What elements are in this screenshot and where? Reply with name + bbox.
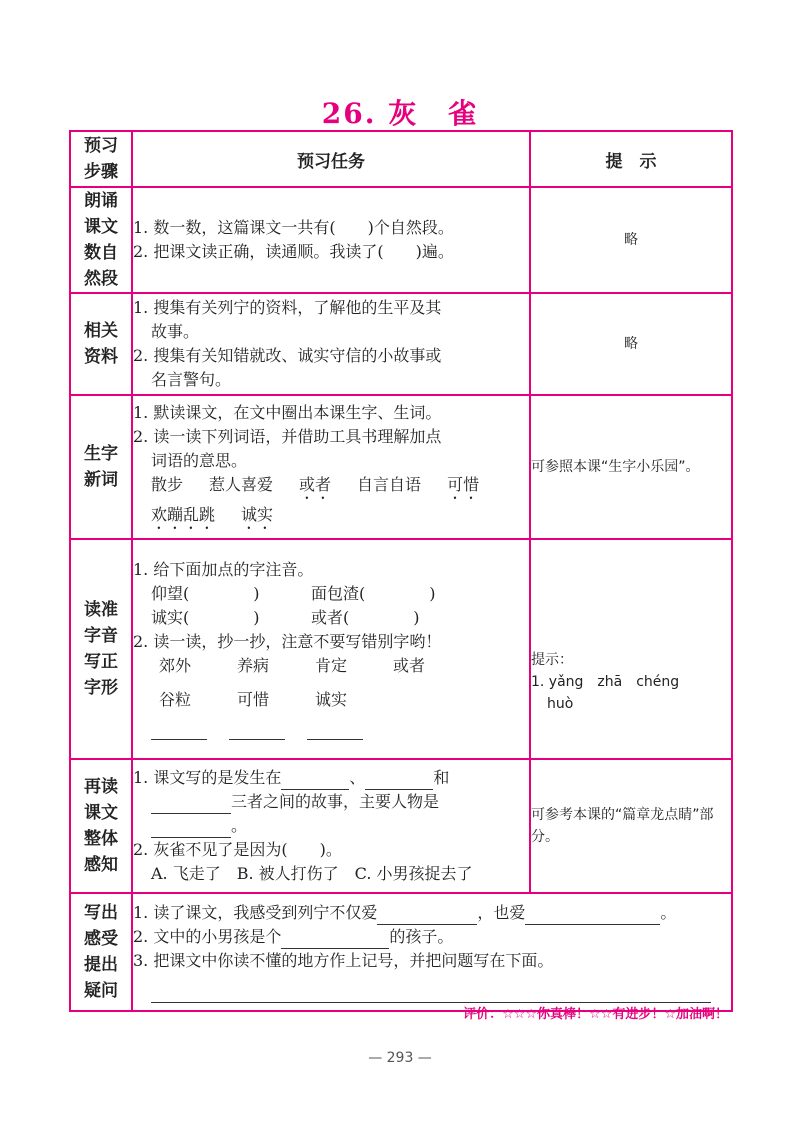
copy-words — [133, 688, 529, 712]
hint-cell: 可参照本课“生字小乐园”。 — [530, 395, 732, 539]
task-cell — [132, 759, 530, 893]
header-task: 预习任务 — [132, 131, 530, 187]
answer-blank[interactable] — [229, 723, 285, 740]
copy-word: 或者 — [393, 656, 426, 675]
word: 散步 — [151, 475, 184, 494]
task-line — [133, 814, 529, 838]
task-line: 词语的意思。 — [151, 451, 248, 470]
evaluation-line: 评价：☆☆☆你真棒！☆☆有进步！☆加油啊！ — [463, 1007, 728, 1022]
task-line — [133, 925, 731, 949]
pron-item: 仰望( ) — [151, 584, 260, 603]
task-line — [133, 766, 529, 790]
hint-label: 提示： — [531, 652, 573, 668]
question-blank-line — [133, 979, 731, 1003]
word-list — [133, 473, 529, 503]
task-line: 1. 默读课文，在文中圈出本课生字、生词。 — [133, 403, 442, 422]
step-label: 再读 课文 整体 感知 — [70, 759, 132, 893]
task-line: 2. 把课文读正确，读通顺。我读了( )遍。 — [133, 242, 454, 261]
task-text: ，也爱 — [477, 903, 526, 922]
task-text: 三者之间的故事，主要人物是 — [231, 792, 440, 811]
answer-blank[interactable] — [151, 723, 207, 740]
page-number: — 293 — — [368, 1050, 432, 1066]
copy-word: 郊外 — [159, 656, 192, 675]
options-line: A. 飞走了 B. 被人打伤了 C. 小男孩捉去了 — [151, 864, 473, 883]
word: 欢蹦乱跳 — [151, 505, 216, 524]
row-pronunciation — [70, 539, 732, 759]
pron-line — [133, 606, 529, 630]
row-feelings — [70, 893, 732, 1011]
hint-pinyin: 1. yǎng zhā chéng — [531, 674, 680, 690]
task-text: 1. 课文写的是发生在 — [133, 768, 282, 787]
task-cell — [132, 893, 732, 1011]
task-text: 。 — [660, 903, 677, 922]
task-cell — [132, 539, 530, 759]
task-line: 1. 给下面加点的字注音。 — [133, 560, 314, 579]
pron-item: 或者( ) — [311, 608, 420, 627]
task-line: 1. 搜集有关列宁的资料，了解他的生平及其 — [133, 298, 442, 317]
task-line: 2. 灰雀不见了是因为( )。 — [133, 840, 342, 859]
step-label: 朗诵 课文 数自 然段 — [70, 187, 132, 293]
pron-item: 诚实( ) — [151, 608, 260, 627]
copy-word: 谷粒 — [159, 690, 192, 709]
task-line: 1. 数一数，这篇课文一共有( )个自然段。 — [133, 218, 454, 237]
task-line: 2. 搜集有关知错就改、诚实守信的小故事或 — [133, 346, 442, 365]
copy-blanks — [133, 716, 529, 740]
task-line: 2. 读一读，抄一抄，注意不要写错别字哟！ — [133, 632, 442, 651]
answer-blank[interactable] — [377, 908, 477, 925]
task-cell — [132, 395, 530, 539]
hint-cell: 可参考本课的“篇章龙点睛”部分。 — [530, 759, 732, 893]
preview-table — [69, 130, 733, 1012]
answer-blank[interactable] — [281, 932, 389, 949]
answer-blank[interactable] — [307, 723, 363, 740]
hint-pinyin: huò — [547, 696, 574, 712]
task-line: 3. 把课文中你读不懂的地方作上记号，并把问题写在下面。 — [133, 951, 554, 970]
page-title: 26. 灰 雀 — [321, 97, 479, 130]
hint-cell — [530, 539, 732, 759]
task-text: 的孩子。 — [389, 927, 454, 946]
task-line — [133, 901, 731, 925]
copy-word: 肯定 — [315, 656, 348, 675]
hint-cell: 略 — [530, 187, 732, 293]
task-text: 1. 读了课文，我感受到列宁不仅爱 — [133, 903, 378, 922]
task-line: 2. 读一读下列词语，并借助工具书理解加点 — [133, 427, 442, 446]
row-overall — [70, 759, 732, 893]
header-hint: 提 示 — [530, 131, 732, 187]
task-text: 2. 文中的小男孩是个 — [133, 927, 282, 946]
word-list — [133, 503, 529, 533]
word: 或者 — [299, 475, 332, 494]
task-line — [133, 790, 529, 814]
row-new-words — [70, 395, 732, 539]
answer-blank[interactable] — [151, 821, 231, 838]
task-cell — [132, 293, 530, 395]
word: 可惜 — [447, 475, 480, 494]
task-text: 、 — [349, 768, 366, 787]
pron-item: 面包渣( ) — [311, 584, 436, 603]
pron-line — [133, 582, 529, 606]
header-row — [70, 131, 732, 187]
answer-blank[interactable] — [525, 908, 660, 925]
task-text: 和 — [433, 768, 450, 787]
task-line: 故事。 — [151, 322, 200, 341]
answer-blank[interactable] — [151, 986, 711, 1003]
word: 惹人喜爱 — [209, 475, 274, 494]
step-label: 生字 新词 — [70, 395, 132, 539]
copy-word: 诚实 — [315, 690, 348, 709]
hint-cell: 略 — [530, 293, 732, 395]
row-materials — [70, 293, 732, 395]
copy-word: 养病 — [237, 656, 270, 675]
answer-blank[interactable] — [365, 773, 433, 790]
task-cell — [132, 187, 530, 293]
header-step: 预习 步骤 — [70, 131, 132, 187]
task-line: 名言警句。 — [151, 370, 232, 389]
step-label: 读准 字音 写正 字形 — [70, 539, 132, 759]
answer-blank[interactable] — [151, 797, 231, 814]
step-label: 相关 资料 — [70, 293, 132, 395]
copy-words — [133, 654, 529, 678]
step-label: 写出 感受 提出 疑问 — [70, 893, 132, 1011]
answer-blank[interactable] — [281, 773, 349, 790]
word: 自言自语 — [357, 475, 422, 494]
task-text: 。 — [231, 816, 248, 835]
row-read-aloud — [70, 187, 732, 293]
word: 诚实 — [241, 505, 274, 524]
copy-word: 可惜 — [237, 690, 270, 709]
